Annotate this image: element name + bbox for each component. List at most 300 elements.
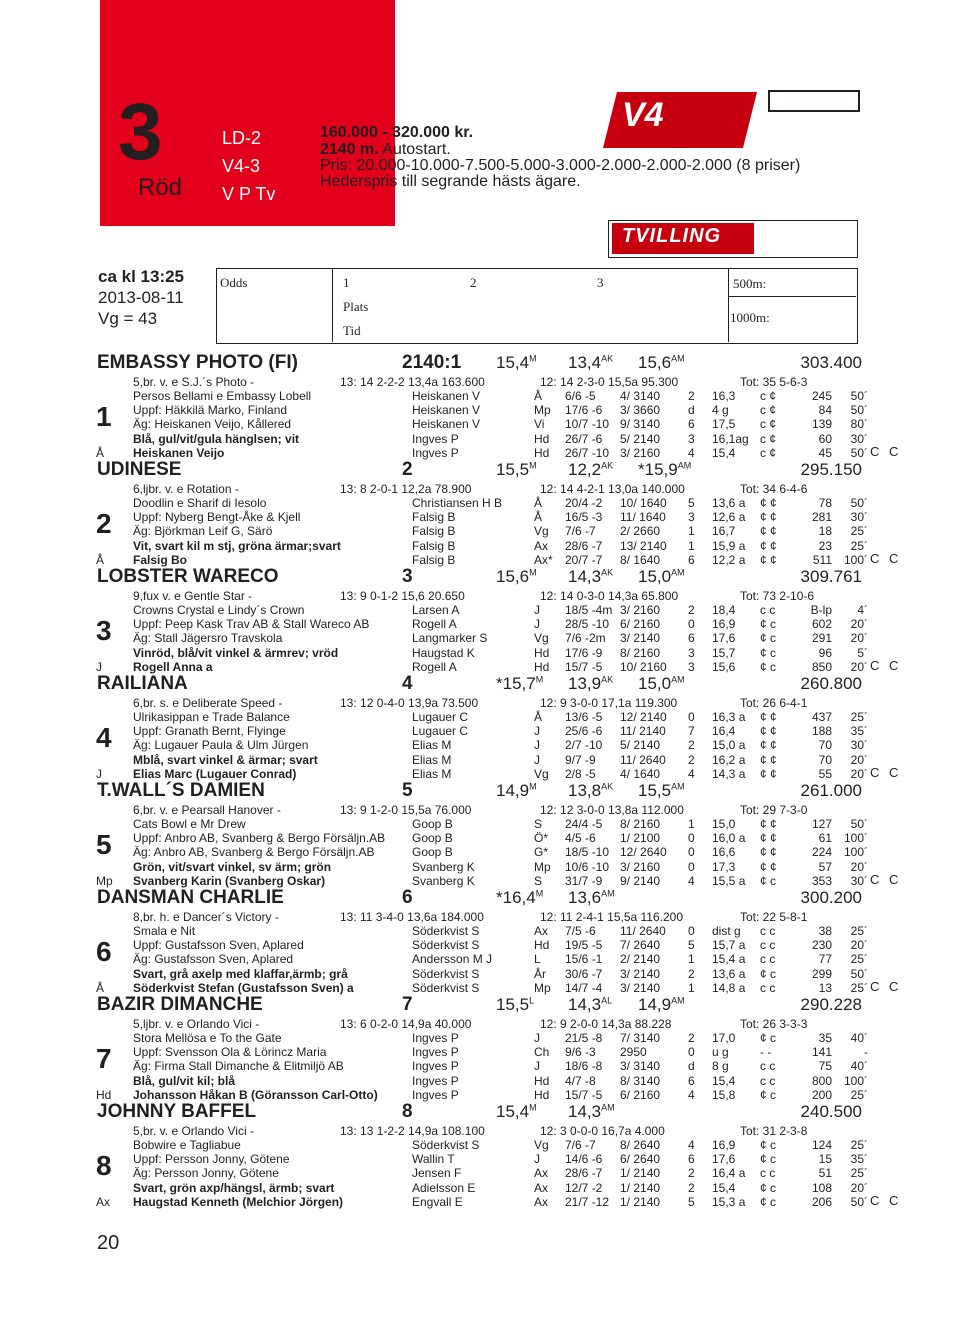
result-cell: 5´ [857,645,868,660]
result-cell: J [534,603,540,617]
horse-pedigree: 5,br. v. e S.J.´s Photo - [133,375,255,389]
record-value: 14,3 [568,1102,602,1121]
result-cell: ¢ ¢ [760,845,777,860]
result-cell: 18,4 [712,603,736,617]
record-time [496,460,537,480]
1000m-label: 1000m: [730,310,770,325]
result-cell: 16,1ag [712,431,749,446]
result-row [0,631,960,645]
result-cell: 1/ 2100 [620,831,661,846]
record-type: AK [601,567,614,578]
horse-earnings: 240.500 [800,1102,862,1121]
record-time [638,674,685,694]
result-cell: 12/ 2640 [620,845,667,860]
result-cell: 16,3 a [712,710,746,724]
horse-post-position: 2140:1 [402,352,462,373]
result-cell: 224 [811,845,832,860]
stats-total: Tot: 26 3-3-3 [740,1017,808,1031]
shoe-marks: C C [870,444,902,459]
post-number: 2 [96,508,112,539]
result-cell: Elias Marc (Lugauer Conrad) [133,766,297,781]
result-cell: Falsig Bo [133,552,188,567]
horse-name: LOBSTER WARECO [97,566,279,587]
result-cell: 511 [812,552,832,567]
result-cell: 3/ 3660 [620,403,661,418]
result-cell: 25´ [850,1087,868,1102]
result-cell: 16,9 [712,1138,736,1152]
result-cell: Mblå, svart vinkel & ärmar; svart [133,752,318,767]
result-cell: J [534,738,540,753]
result-cell: Wallin T [412,1152,455,1167]
result-cell: 16,4 [712,724,736,739]
result-row [0,603,960,617]
result-cell: Vit, svart kil m stj, gröna ärmar;svart [133,538,341,553]
result-row [0,446,960,460]
result-cell: Elias M [412,752,452,767]
result-cell: 245 [811,389,832,403]
result-cell: Hd [534,938,550,953]
result-cell: ¢ c [760,873,777,888]
result-cell: 15/7 -5 [565,1087,603,1102]
record-value: 14,9 [638,995,672,1014]
result-row [0,539,960,553]
result-cell: ¢ ¢ [760,738,777,753]
result-cell: u g [712,1045,729,1060]
record-value: 15,4 [496,353,530,372]
race-number: 3 [118,87,159,176]
result-cell: Äg: Anbro AB, Svanberg & Bergo Försäljn.AB [133,845,375,860]
grid-divider [728,296,856,297]
result-cell: 2 [688,752,695,767]
result-cell: 25´ [850,710,868,724]
result-cell: Uppf: Peep Kask Trav AB & Stall Wareco AB [133,617,370,632]
result-cell: Doodlin e Sharif di Iesolo [133,496,267,510]
result-cell: 13/ 2140 [620,538,667,553]
result-cell: Ax* [534,552,553,567]
record-time [568,674,613,694]
result-cell: 57 [818,859,832,874]
result-row [0,1031,960,1045]
result-cell: 188 [811,724,832,739]
result-cell: Söderkvist S [412,966,480,981]
result-cell: 100´ [843,1073,868,1088]
result-row [0,417,960,431]
stats-total: Tot: 29 7-3-0 [740,803,808,817]
post-number: 3 [96,615,112,646]
result-cell: 850 [811,659,832,674]
result-cell: 18/5 -10 [565,845,610,860]
horse-earnings: 295.150 [800,460,862,479]
prize-list: Pris: 20.000-10.000-7.500-5.000-3.000-2.000-2.000-2.000 (8 priser) [320,157,801,174]
result-cell: ¢ c [760,1087,777,1102]
result-cell: 20´ [850,617,868,632]
tvilling-logo-text: TVILLING [622,225,722,247]
stats-2012: 12: 14 2-3-0 15,5a 95.300 [540,375,679,389]
record-type: M [535,888,544,899]
result-cell: 20´ [850,659,868,674]
record-value: 15,6 [638,353,672,372]
result-cell: ¢ ¢ [760,831,777,846]
result-cell: ¢ ¢ [760,510,777,525]
result-row [0,553,960,567]
result-cell: 14/6 -6 [565,1152,603,1167]
horse-name: BAZIR DIMANCHE [97,994,263,1015]
horse-name: RAILIANA [97,673,188,694]
result-cell: 6 [688,1073,695,1088]
result-cell: 25´ [850,1138,868,1152]
result-cell: Å [534,710,543,724]
result-cell: 127 [811,817,832,831]
record-type: AK [601,460,614,471]
result-cell: 14,8 a [712,980,746,995]
result-cell: ¢ ¢ [760,538,777,553]
horse-earnings: 260.800 [800,674,862,693]
race-color: Röd [138,174,183,201]
result-cell: 45 [818,445,832,460]
result-cell: 2 [688,1031,695,1045]
record-time [496,1102,537,1122]
track-code: Hd [96,1088,112,1102]
result-cell: Elias M [412,766,452,781]
result-cell: 6/ 2640 [620,1152,661,1167]
result-cell: 6 [688,417,695,432]
result-cell: Ingves P [412,445,459,460]
result-cell: 18/5 -4m [565,603,613,617]
result-cell: 11/ 2640 [620,752,666,767]
result-cell: 8/ 1640 [620,552,661,567]
distance: 2140 m. [320,141,379,158]
result-cell: Äg: Firma Stall Dimanche & Elitmiljö AB [133,1059,344,1074]
result-cell: ¢ c [760,617,777,632]
result-cell: 8/ 2640 [620,1138,661,1152]
stats-2012: 12: 9 3-0-0 17,1a 119.300 [540,696,678,710]
result-cell: 4 [688,1138,695,1152]
shoe-marks: C C [870,658,902,673]
horse-post-position: 2 [402,459,413,480]
result-cell: ¢ c [760,645,777,660]
result-cell: 4/7 -8 [565,1073,596,1088]
result-cell: 3 [688,510,695,525]
result-cell: 4 [688,873,695,888]
result-cell: Vg [534,631,549,646]
record-value: 14,9 [496,781,530,800]
result-cell: Söderkvist Stefan (Gustafsson Sven) a [133,980,354,995]
result-cell: 15,5 a [712,873,746,888]
stats-2012: 12: 14 0-3-0 14,3a 65.800 [540,589,679,603]
record-time [496,567,537,587]
result-cell: Blå, gul/vit kil; blå [133,1073,236,1088]
record-value: 13,9 [568,674,602,693]
result-cell: Heiskanen V [412,403,481,418]
result-cell: 20´ [850,631,868,646]
result-cell: 13 [818,980,832,995]
result-cell: 11/ 1640 [620,510,666,525]
result-cell: 6 [688,552,695,567]
horse-pedigree: 5,ljbr. v. e Orlando Vici - [133,1017,260,1031]
record-time [638,995,685,1015]
result-cell: 3 [688,659,695,674]
result-cell: Ingves P [412,1045,459,1060]
result-cell: 50´ [850,389,868,403]
result-cell: 100´ [843,845,868,860]
record-value: 15,6 [496,567,530,586]
result-cell: 35´ [850,1152,868,1167]
record-type: AL [601,995,613,1006]
result-cell: 9/6 -3 [565,1045,596,1060]
record-value: 14,3 [568,995,602,1014]
result-cell: 38 [818,924,832,938]
stats-2013: 13: 11 3-4-0 13,6a 184.000 [340,910,484,924]
result-cell: 281 [811,510,832,525]
result-cell: År [534,966,546,981]
record-value: 12,2 [568,460,602,479]
result-cell: Svart, grå axelp med klaffar,ärmb; grå [133,966,348,981]
result-cell: 15,7 a [712,938,746,953]
result-cell: 13,6 a [712,966,746,981]
result-cell: 1 [688,980,695,995]
result-row [0,1059,960,1073]
result-cell: - [864,1045,868,1060]
horse-earnings: 309.761 [800,567,862,586]
result-cell: 3/ 2140 [620,980,661,995]
result-row [0,1138,960,1152]
record-type: M [529,567,537,578]
horse-earnings: 303.400 [800,353,862,372]
result-cell: Å [534,496,543,510]
result-cell: 16,4 a [712,1166,746,1181]
result-cell: Ö* [534,831,549,846]
post-number: 7 [96,1043,112,1074]
result-cell: 28/5 -10 [565,617,610,632]
result-cell: 25´ [850,1166,868,1181]
result-cell: 4/ 3140 [620,389,661,403]
record-time [496,674,543,694]
track-code: J [96,660,102,674]
result-cell: Goop B [412,831,453,846]
result-cell: Falsig B [412,538,456,553]
result-cell: 17,3 [712,859,736,874]
result-cell: Vi [534,417,545,432]
horse-post-position: 3 [402,566,413,587]
start-time: ca kl 13:25 [98,267,185,286]
result-row [0,753,960,767]
record-type: AK [601,674,614,685]
result-cell: d [688,403,695,418]
result-cell: Uppf: Gustafsson Sven, Aplared [133,938,304,953]
track-code: Å [96,553,105,567]
result-cell: 299 [811,966,832,981]
horse-earnings: 261.000 [800,781,862,800]
vg-value: Vg = 43 [98,309,158,328]
result-cell: 139 [811,417,832,432]
page-number: 20 [97,1232,120,1254]
stats-2013: 13: 9 1-2-0 15,5a 76.000 [340,803,472,817]
record-type: AM [677,460,692,471]
result-cell: 206 [811,1194,832,1209]
result-cell: 26/7 -6 [565,431,603,446]
result-cell: Haugstad Kenneth (Melchior Jörgen) [133,1194,344,1209]
game-code: LD-2 [222,128,262,148]
result-cell: ¢ c [760,966,777,981]
result-cell: 7/6 -7 [565,1138,596,1152]
stats-total: Tot: 31 2-3-8 [740,1124,808,1138]
result-cell: 17/6 -9 [565,645,603,660]
result-cell: 13/6 -5 [565,710,603,724]
result-cell: 3/ 3140 [620,1059,661,1074]
stats-2012: 12: 3 0-0-0 16,7a 4.000 [540,1124,665,1138]
result-cell: 1 [688,538,695,553]
result-cell: 51 [818,1166,832,1181]
result-cell: 20´ [850,752,868,767]
result-cell: 10/7 -10 [565,417,610,432]
record-value: 15,0 [638,674,672,693]
stats-total: Tot: 26 6-4-1 [740,696,808,710]
result-cell: 15,4 [712,1073,736,1088]
result-cell: c c [760,938,776,953]
track-code: Å [96,446,105,460]
result-cell: 6/ 2160 [620,617,661,632]
result-cell: Falsig B [412,510,456,525]
result-row [0,1152,960,1166]
result-cell: 2 [688,389,695,403]
result-cell: 17,0 [712,1031,736,1045]
result-cell: 24/4 -5 [565,817,603,831]
result-cell: 12/7 -2 [565,1180,603,1195]
record-type: M [529,460,537,471]
result-cell: 25´ [850,538,868,553]
result-cell: 0 [688,845,695,860]
car-icon [768,90,860,112]
result-cell: 10/6 -10 [565,859,610,874]
result-cell: d [688,1059,695,1074]
result-cell: 437 [811,710,832,724]
result-cell: c c [760,1059,776,1074]
stats-2012: 12: 12 3-0-0 13,8a 112.000 [540,803,684,817]
result-cell: 7/5 -6 [565,924,596,938]
result-cell: 15,7 [712,645,736,660]
result-cell: Vg [534,766,549,781]
result-cell: 5 [688,496,695,510]
result-cell: 8 g [712,1059,729,1074]
result-row [0,617,960,631]
result-cell: 16,9 [712,617,736,632]
shoe-marks: C C [870,872,902,887]
result-cell: 20/7 -7 [565,552,603,567]
result-cell: 4´ [857,603,868,617]
result-row [0,660,960,674]
result-cell: 28/6 -7 [565,1166,603,1181]
result-cell: ¢ c [760,659,777,674]
result-cell: Ax [534,538,549,553]
result-cell: ¢ c [760,631,777,646]
result-cell: 7/ 3140 [620,1031,661,1045]
record-time [638,460,691,480]
result-cell: Ingves P [412,1073,459,1088]
result-cell: 10/ 2160 [620,659,667,674]
shoe-marks: C C [870,1193,902,1208]
result-cell: 100´ [843,831,868,846]
result-cell: 15,3 a [712,1194,746,1209]
record-value: 13,6 [568,888,602,907]
v4-logo-text: V4 [622,96,664,134]
prize-range: 160.000 - 320.000 kr. [320,124,474,141]
result-row [0,738,960,752]
result-cell: 141 [811,1045,832,1060]
result-cell: Uppf: Svensson Ola & Lörincz Maria [133,1045,327,1060]
shoe-marks: C C [870,979,902,994]
result-cell: ¢ ¢ [760,552,777,567]
result-cell: 25´ [850,524,868,539]
result-cell: - - [760,1045,772,1060]
result-cell: 7/6 -2m [565,631,606,646]
result-cell: 108 [811,1180,832,1195]
plats-label: Plats [343,299,369,314]
result-cell: 20´ [850,766,868,781]
result-cell: Svart, grön axp/hängsl, ärmb; svart [133,1180,335,1195]
horse-name: JOHNNY BAFFEL [97,1101,257,1122]
result-row [0,1045,960,1059]
result-cell: Äg: Heiskanen Veijo, Kållered [133,417,292,432]
result-cell: 15/6 -1 [565,952,603,967]
result-cell: Rogell Anna a [133,659,213,674]
result-cell: 15 [818,1152,832,1167]
result-cell: J [534,1031,540,1045]
result-cell: 16,6 [712,845,736,860]
result-cell: Rogell A [412,659,457,674]
record-time [496,353,537,373]
result-row [0,524,960,538]
result-cell: 50´ [850,817,868,831]
horse-post-position: 7 [402,994,413,1015]
result-cell: 35 [818,1031,832,1045]
stats-total: Tot: 35 5-6-3 [740,375,808,389]
result-cell: 14/7 -4 [565,980,603,995]
record-value: 13,8 [568,781,602,800]
result-cell: 16,3 [712,389,736,403]
record-type: L [529,995,535,1006]
record-type: AM [671,674,685,685]
record-time [638,567,685,587]
record-time [568,567,613,587]
result-cell: Svanberg K [412,859,475,874]
result-cell: 2 [688,966,695,981]
result-cell: Andersson M J [412,952,493,967]
result-cell: c c [760,980,776,995]
result-cell: 8/ 2160 [620,817,661,831]
result-cell: 3/ 2160 [620,445,661,460]
result-cell: ¢ ¢ [760,859,777,874]
result-cell: 14,3 a [712,766,746,781]
grid-divider [332,268,333,342]
result-cell: 4 [688,1087,695,1102]
stats-total: Tot: 34 6-4-6 [740,482,808,496]
result-cell: 23 [818,538,832,553]
result-cell: 1 [688,524,695,539]
result-cell: Ax [534,1194,549,1209]
stats-2012: 12: 11 2-4-1 15,5a 116.200 [540,910,684,924]
result-cell: 9/7 -9 [565,752,596,767]
result-cell: 50´ [850,445,868,460]
result-cell: 30´ [850,431,868,446]
result-cell: 4 [688,766,695,781]
result-cell: Engvall E [412,1194,463,1209]
stats-2013: 13: 6 0-2-0 14,9a 40.000 [340,1017,472,1031]
result-cell: Uppf: Häkkilä Marko, Finland [133,403,288,418]
result-cell: 15,4 [712,1180,736,1195]
result-cell: 96 [818,645,832,660]
result-cell: 4/5 -6 [565,831,596,846]
result-cell: 25´ [850,924,868,938]
